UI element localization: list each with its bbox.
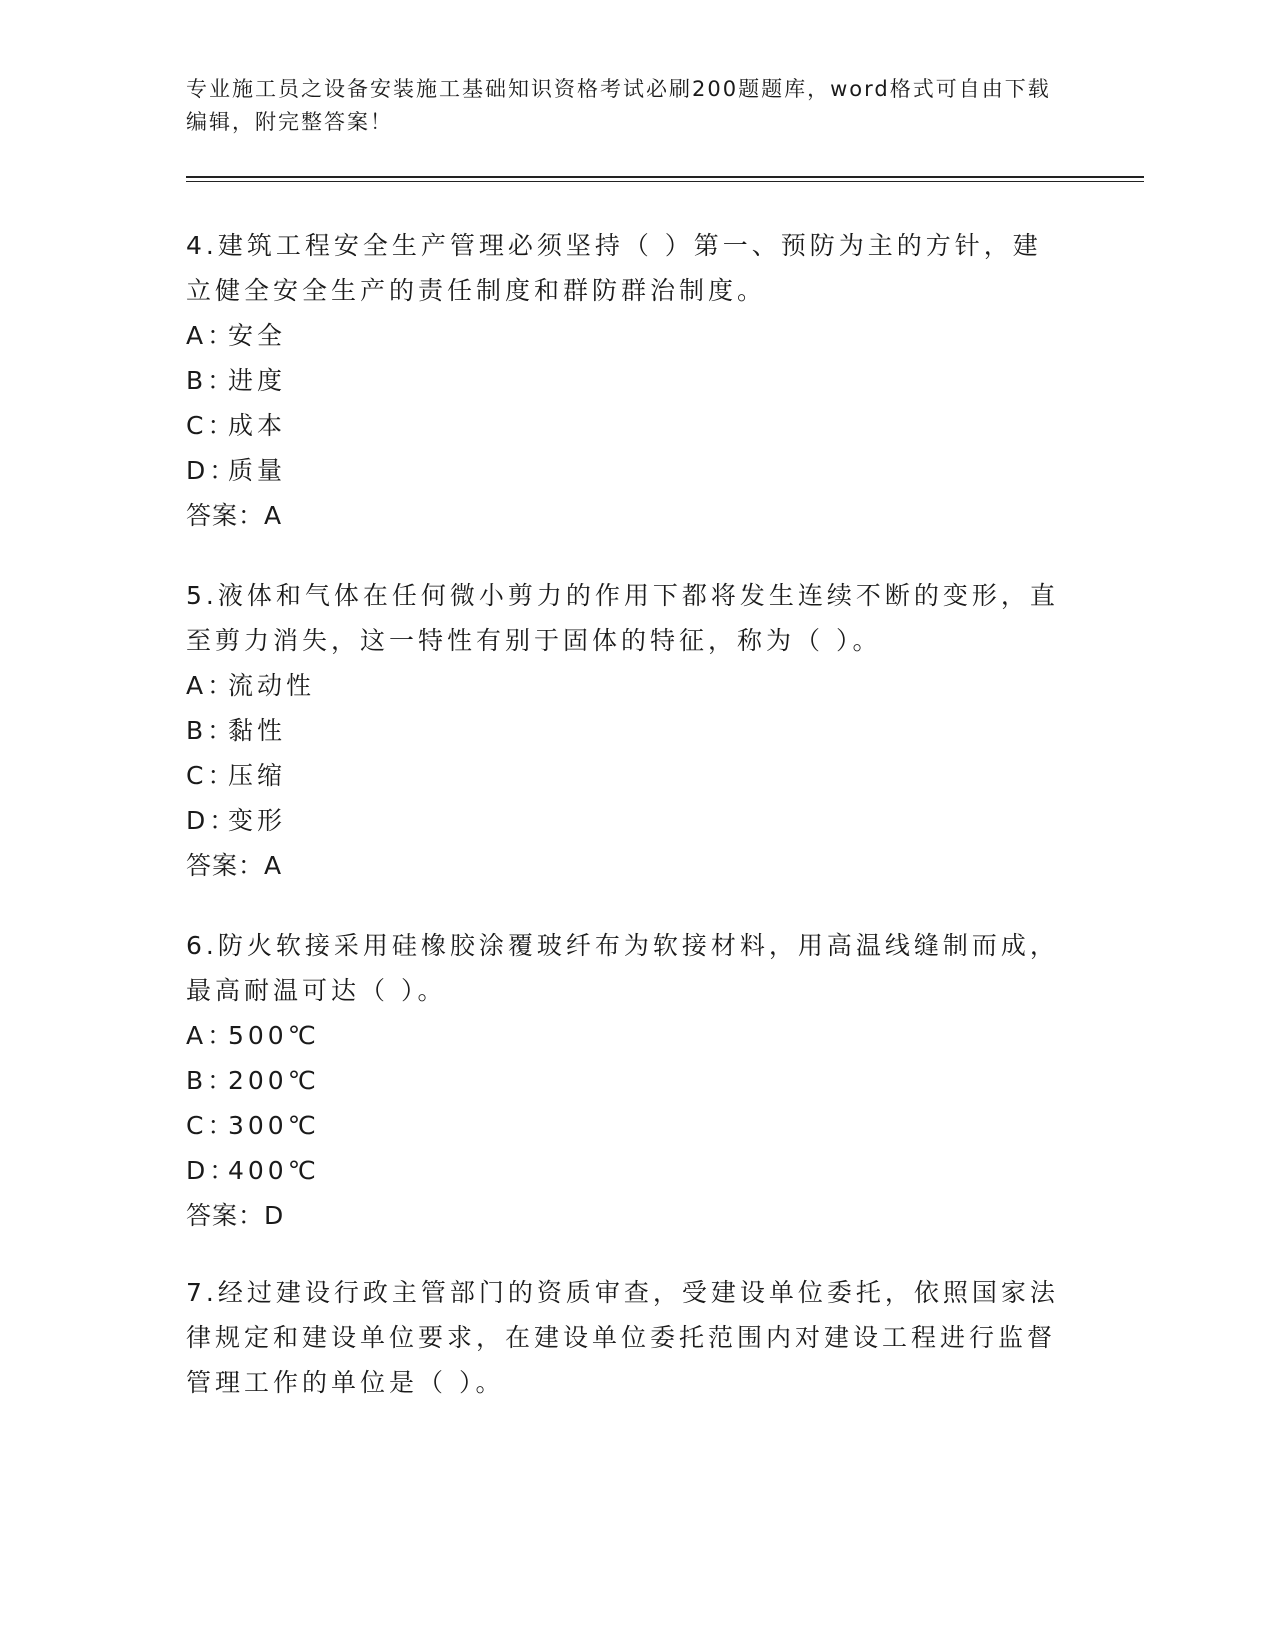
option-a: [186, 313, 1066, 358]
option-b: [186, 358, 1066, 403]
option-text: 变形: [228, 806, 287, 835]
answer-line: 答案：D: [186, 1201, 285, 1230]
document-header: 专业施工员之设备安装施工基础知识资格考试必刷200题题库，word格式可自由下载编辑，附完整答案！: [186, 77, 1051, 134]
option-key: D：: [186, 456, 239, 485]
question-5: [186, 573, 1066, 888]
option-key: D：: [186, 1156, 239, 1185]
option-key: C：: [186, 1111, 237, 1140]
option-key: A：: [186, 1021, 237, 1050]
question-4: [186, 223, 1066, 538]
question-stem: 6.防火软接采用硅橡胶涂覆玻纤布为软接材料，用高温线缝制而成，最高耐温可达（ ）。: [186, 931, 1059, 1005]
question-stem: 4.建筑工程安全生产管理必须坚持（ ）第一、预防为主的方针，建立健全安全生产的责任制度和群防群治制度。: [186, 231, 1042, 305]
option-key: C：: [186, 411, 237, 440]
option-key: B：: [186, 366, 237, 395]
option-text: 进度: [228, 366, 287, 395]
answer-line: 答案：A: [186, 851, 283, 880]
option-text: 300℃: [228, 1111, 320, 1140]
option-key: C：: [186, 761, 237, 790]
option-text: 500℃: [228, 1021, 320, 1050]
option-text: 质量: [228, 456, 287, 485]
question-stem: 7.经过建设行政主管部门的资质审查，受建设单位委托，依照国家法律规定和建设单位要求，在建设单位委托范围内对建设工程进行监督管理工作的单位是（ ）。: [186, 1278, 1059, 1397]
option-key: B：: [186, 1066, 237, 1095]
question-7: [186, 1270, 1066, 1405]
option-c: [186, 403, 1066, 448]
option-key: B：: [186, 716, 237, 745]
option-b: [186, 1058, 1066, 1103]
option-c: [186, 753, 1066, 798]
option-b: [186, 708, 1066, 753]
header-divider: [186, 176, 1144, 178]
option-key: A：: [186, 671, 237, 700]
option-text: 安全: [228, 321, 287, 350]
header-divider-thin: [186, 181, 1144, 182]
option-a: [186, 1013, 1066, 1058]
option-text: 黏性: [228, 716, 287, 745]
option-a: [186, 663, 1066, 708]
option-text: 成本: [228, 411, 287, 440]
option-key: D：: [186, 806, 239, 835]
question-stem: 5.液体和气体在任何微小剪力的作用下都将发生连续不断的变形，直至剪力消失，这一特性有别于固体的特征，称为（ ）。: [186, 581, 1059, 655]
option-d: [186, 448, 1066, 493]
option-key: A：: [186, 321, 237, 350]
option-d: [186, 1148, 1066, 1193]
answer-line: 答案：A: [186, 501, 283, 530]
option-text: 400℃: [228, 1156, 320, 1185]
option-d: [186, 798, 1066, 843]
option-text: 流动性: [228, 671, 316, 700]
question-6: [186, 923, 1066, 1238]
option-text: 压缩: [228, 761, 287, 790]
option-text: 200℃: [228, 1066, 320, 1095]
option-c: [186, 1103, 1066, 1148]
